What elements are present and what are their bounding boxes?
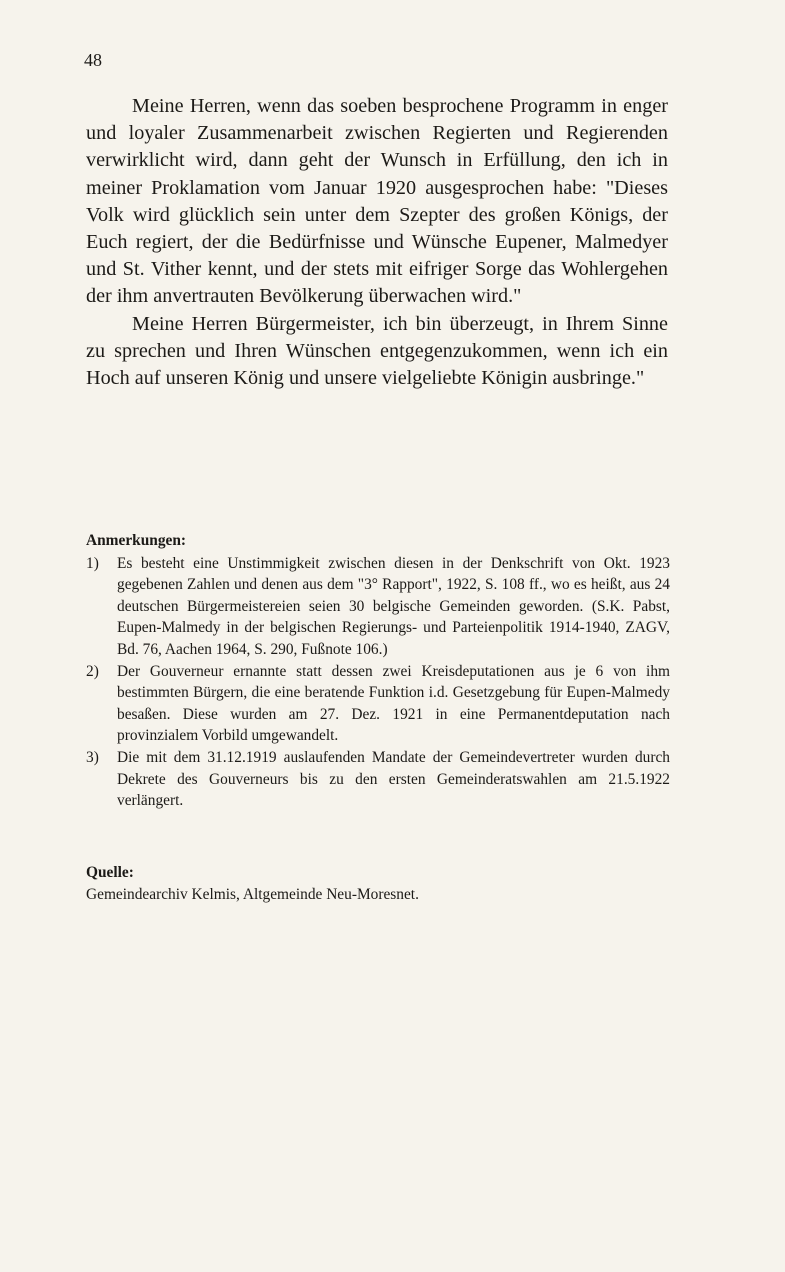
main-text — [86, 93, 668, 392]
notes-section — [86, 530, 670, 812]
source-section — [86, 862, 670, 905]
note-text: Der Gouverneur ernannte statt dessen zwei Kreisdeputationen aus je 6 von ihm bestimmten Bürgern, die eine beratende Funktion i.d. Gesetzgebung für Eupen-Malmedy besaßen. Diese wurden am 27. Dez. 1921 in eine Permanentdeputation nach provinzialem Vorbild umgewandelt. — [117, 662, 670, 745]
note-number: 3) — [86, 748, 99, 766]
note-text: Es besteht eine Unstimmigkeit zwischen diesen in der Denkschrift von Okt. 1923 gegebenen Zahlen und denen aus dem "3° Rapport", 1922, S. 108 ff., wo es heißt, aus 24 deutschen Bürgermeistereien seien 30 belgische Gemeinden geworden. (S.K. Pabst, Eupen-Malmedy in der belgischen Regierungs- und Parteienpolitik 1914-1940, ZAGV, Bd. 76, Aachen 1964, S. 290, Fußnote 106.) — [117, 554, 670, 658]
page-number: 48 — [84, 50, 102, 70]
note-item — [86, 747, 670, 812]
paragraph: Meine Herren Bürgermeister, ich bin überzeugt, in Ihrem Sinne zu sprechen und Ihren Wünschen entgegenzukommen, wenn ich ein Hoch auf unseren König und unsere vielgeliebte Königin ausbringe." — [86, 312, 668, 390]
notes-heading: Anmerkungen: — [86, 532, 187, 549]
note-number: 1) — [86, 554, 99, 572]
source-text: Gemeindearchiv Kelmis, Altgemeinde Neu-Moresnet. — [86, 885, 419, 903]
source-heading: Quelle: — [86, 864, 134, 881]
paragraph: Meine Herren, wenn das soeben besprochene Programm in enger und loyaler Zusammenarbeit zwischen Regierten und Regierenden verwirklicht wird, dann geht der Wunsch in Erfüllung, den ich in meiner Proklamation vom Januar 1920 ausgesprochen habe: "Dieses Volk wird glücklich sein unter dem Szepter des großen Königs, der Euch regiert, der die Bedürfnisse und Wünsche Eupener, Malmedyer und St. Vither kennt, und der stets mit eifriger Sorge das Wohlergehen der ihm anvertrauten Bevölkerung überwachen wird." — [86, 95, 668, 308]
note-number: 2) — [86, 662, 99, 680]
note-item — [86, 661, 670, 747]
note-item — [86, 553, 670, 661]
note-text: Die mit dem 31.12.1919 auslaufenden Mandate der Gemeindevertreter wurden durch Dekrete des Gouverneurs bis zu den ersten Gemeinderatswahlen am 21.5.1922 verlängert. — [117, 748, 670, 810]
